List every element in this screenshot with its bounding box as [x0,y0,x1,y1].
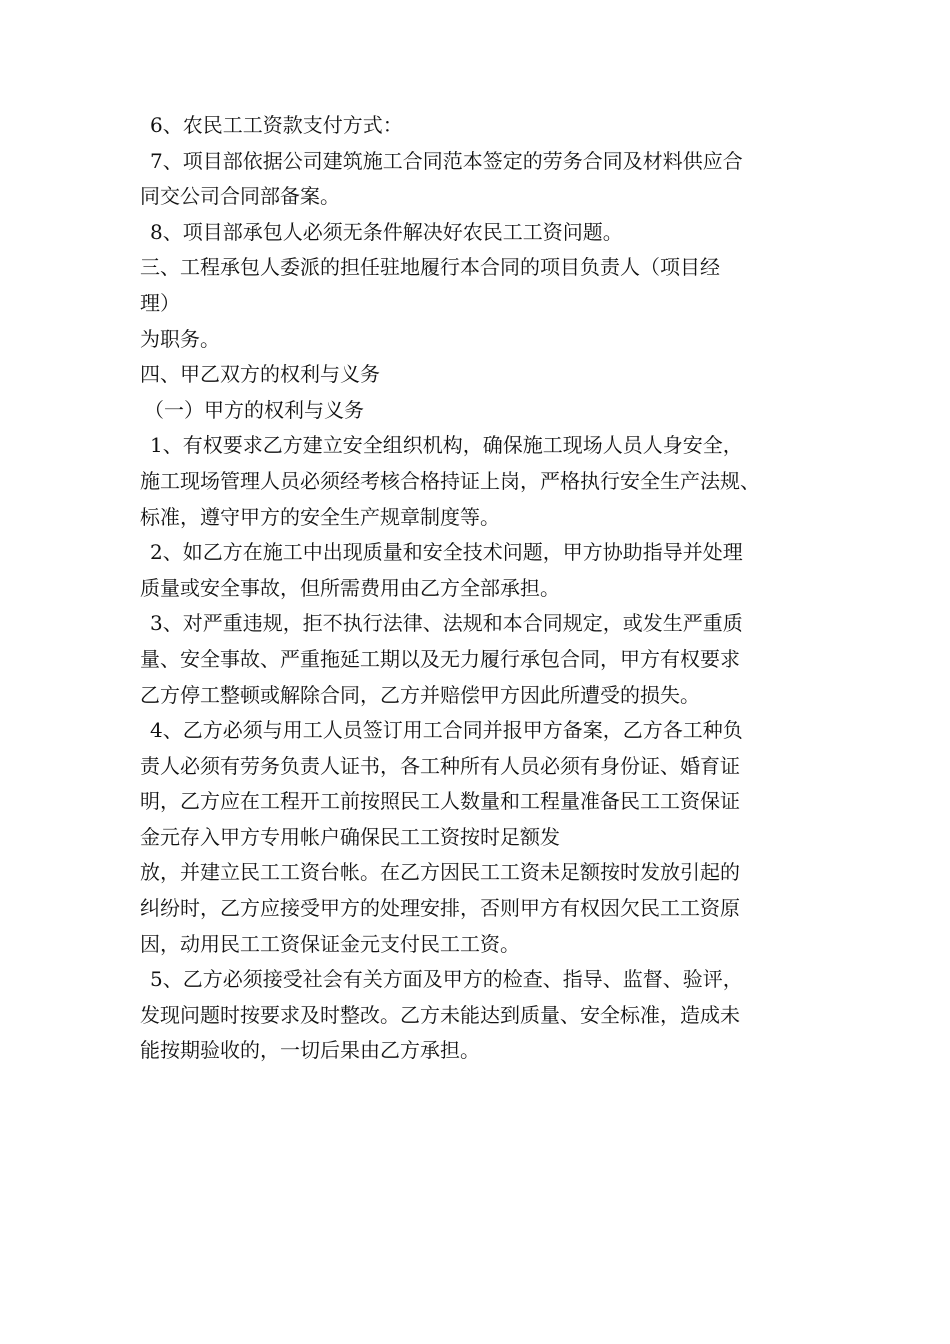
text-line: 3、对严重违规，拒不执行法律、法规和本合同规定，或发生严重质 [150,611,743,636]
text-line: 为职务。 [140,326,220,351]
text-line: （一）甲方的权利与义务 [144,397,364,422]
text-line: 乙方停工整顿或解除合同，乙方并赔偿甲方因此所遭受的损失。 [140,682,700,707]
text-line: 5、乙方必须接受社会有关方面及甲方的检查、指导、监督、验评， [150,967,743,992]
text-line: 1、有权要求乙方建立安全组织机构，确保施工现场人员人身安全， [150,433,743,458]
text-line: 责人必须有劳务负责人证书，各工种所有人员必须有身份证、婚育证 [140,753,740,778]
text-line: 理） [140,290,180,315]
text-line: 2、如乙方在施工中出现质量和安全技术问题，甲方协助指导并处理 [150,540,743,565]
text-line: 明，乙方应在工程开工前按照民工人数量和工程量准备民工工资保证 [140,789,740,814]
text-line: 因，动用民工工资保证金元支付民工工资。 [140,931,520,956]
text-line: 能按期验收的，一切后果由乙方承担。 [140,1038,480,1063]
text-line: 4、乙方必须与用工人员签订用工合同并报甲方备案，乙方各工种负 [150,718,743,743]
text-line: 放，并建立民工工资台帐。在乙方因民工工资未足额按时发放引起的 [140,860,740,885]
text-line: 质量或安全事故，但所需费用由乙方全部承担。 [140,575,560,600]
text-line: 6、农民工工资款支付方式： [150,113,403,137]
text-line: 三、工程承包人委派的担任驻地履行本合同的项目负责人（项目经 [140,255,720,280]
text-line: 8、项目部承包人必须无条件解决好农民工工资问题。 [150,219,623,244]
text-line: 纠纷时，乙方应接受甲方的处理安排，否则甲方有权因欠民工工资原 [140,896,740,921]
text-line: 标准，遵守甲方的安全生产规章制度等。 [140,504,500,529]
text-line: 量、安全事故、严重拖延工期以及无力履行承包合同，甲方有权要求 [140,646,740,671]
text-line: 金元存入甲方专用帐户确保民工工资按时足额发 [140,824,560,849]
text-line: 四、甲乙双方的权利与义务 [140,362,380,387]
text-line: 施工现场管理人员必须经考核合格持证上岗，严格执行安全生产法规、 [140,468,760,493]
document-body [140,108,830,1069]
text-line: 发现问题时按要求及时整改。乙方未能达到质量、安全标准，造成未 [140,1002,740,1027]
text-line: 同交公司合同部备案。 [140,184,340,209]
text-line: 7、项目部依据公司建筑施工合同范本签定的劳务合同及材料供应合 [150,148,743,173]
